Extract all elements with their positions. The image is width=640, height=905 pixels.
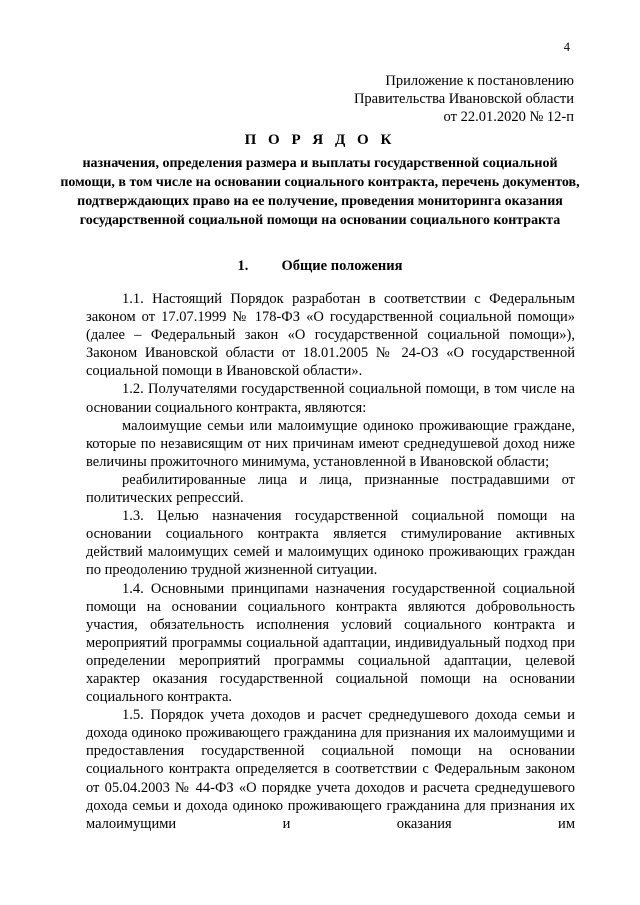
section-number: 1.: [237, 258, 249, 274]
paragraph: 1.1. Настоящий Порядок разработан в соответствии с Федеральным законом от 17.07.1999 № 178-ФЗ «О государственной социальной помощи» (далее – Федеральный закон «О государственной социальной помощи»), Законом Ивановской области от 18.01.2005 № 24-ОЗ «О государственной социальной помощи в Ивановской области».: [86, 291, 575, 380]
page-number: 4: [563, 40, 570, 54]
section-heading: [0, 258, 640, 275]
section-title: Общие положения: [281, 258, 403, 274]
document-title: П О Р Я Д О К: [244, 132, 396, 148]
paragraph: реабилитированные лица и лица, признанные пострадавшими от политических репрессий.: [86, 471, 575, 507]
appendix-line: Приложение к постановлению: [385, 73, 574, 89]
appendix-block: [354, 72, 574, 126]
paragraph: 1.3. Целью назначения государственной социальной помощи на основании социального контракта является стимулирование активных действий малоимущих семей и малоимущих одиноко проживающих граждан по преодолению трудной жизненной ситуации.: [86, 508, 575, 579]
paragraph: 1.4. Основными принципами назначения государственной социальной помощи на основании социального контракта являются добровольность участия, обязательность исполнения условий социального контракта и мероприятий программы социальной адаптации, индивидуальный подход при определении мероприятий программы социальной адаптации, целевой характер оказания государственной социальной помощи на основании социального контракта.: [86, 580, 575, 706]
appendix-line: от 22.01.2020 № 12-п: [443, 109, 574, 125]
appendix-line: Правительства Ивановской области: [353, 91, 574, 107]
paragraph: 1.5. Порядок учета доходов и расчет среднедушевого дохода семьи и дохода одиноко проживающего гражданина для признания их малоимущими и предоставления государственной социальной помощи на основании социального контракта определяется в соответствии с Федеральным законом от 05.04.2003 № 44-ФЗ «О порядке учета доходов и расчета среднедушевого дохода семьи и дохода одиноко проживающего гражданина для признания их малоимущими и оказания им: [86, 707, 575, 832]
document-body: [86, 290, 575, 833]
document-subtitle: назначения, определения размера и выплаты государственной социальной помощи, в том числе на основании социального контракта, перечень документов, подтверждающих право на ее получение, проведения мониторинга оказания государственной социальной помощи на основании социального контракта: [60, 156, 580, 228]
paragraph: малоимущие семьи или малоимущие одиноко проживающие граждане, которые по независящим от них причинам имеют среднедушевой доход ниже величины прожиточного минимума, установленной в Ивановской области;: [86, 417, 575, 470]
paragraph: 1.2. Получателями государственной социальной помощи, в том числе на основании социального контракта, являются:: [86, 381, 575, 416]
